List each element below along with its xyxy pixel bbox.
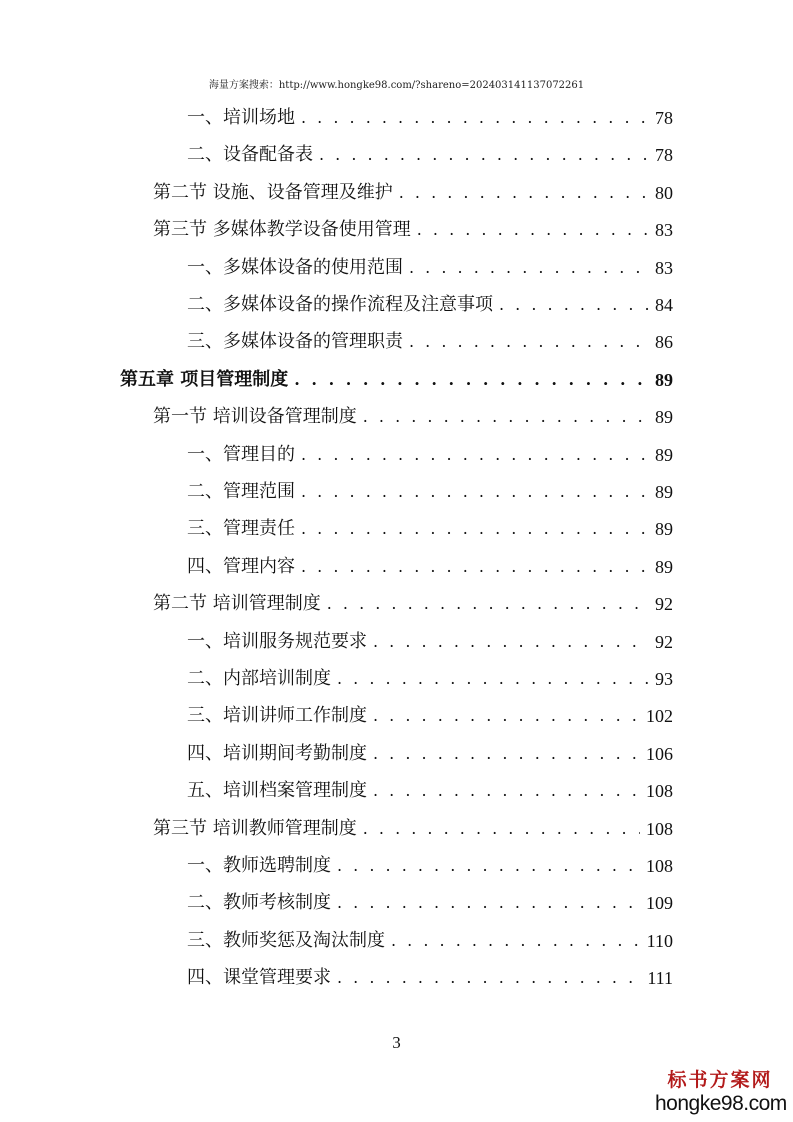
toc-entry-title: 第五章 项目管理制度 [120, 368, 289, 390]
toc-entry-chapter[interactable] [120, 362, 673, 398]
toc-leader-dots [337, 885, 640, 921]
toc-entry[interactable] [187, 773, 673, 809]
toc-entry-title: 一、管理目的 [187, 443, 295, 465]
toc-leader-dots [409, 250, 649, 286]
toc-entry-title: 二、设备配备表 [187, 144, 313, 166]
toc-entry-page: 78 [655, 108, 673, 128]
toc-leader-dots [373, 736, 640, 772]
toc-entry-page: 108 [646, 781, 673, 802]
toc-entry[interactable] [187, 549, 673, 585]
toc-entry[interactable] [187, 287, 673, 323]
toc-entry[interactable] [187, 100, 673, 136]
toc-entry[interactable] [187, 624, 673, 660]
header-url: 海量方案搜索：http://www.hongke98.com/?shareno=202403141137072261 [208, 80, 585, 91]
toc-entry[interactable] [187, 923, 673, 959]
toc-entry-page: 89 [655, 444, 673, 465]
toc-entry-page: 108 [646, 856, 673, 876]
toc-entry-page: 92 [655, 594, 673, 615]
toc-entry[interactable] [187, 474, 673, 510]
toc-entry[interactable] [187, 511, 673, 547]
toc-entry-page: 93 [655, 669, 673, 689]
toc-entry-page: 89 [655, 482, 673, 502]
toc-entry-page: 108 [646, 818, 673, 839]
toc-entry[interactable] [187, 437, 673, 473]
toc-leader-dots [373, 624, 649, 660]
toc-entry-page: 102 [646, 706, 673, 727]
page-number: 3 [392, 1033, 401, 1052]
toc-entry[interactable] [187, 661, 673, 697]
toc-entry-title: 二、管理范围 [187, 481, 295, 502]
toc-entry-page: 84 [655, 295, 673, 315]
toc-entry-title: 第三节 多媒体教学设备使用管理 [153, 219, 411, 241]
toc-leader-dots [363, 399, 649, 435]
toc-entry-page: 80 [655, 182, 673, 203]
toc-entry[interactable] [187, 736, 673, 772]
toc-entry-title: 三、教师奖惩及淘汰制度 [187, 929, 385, 951]
toc-entry-title: 一、多媒体设备的使用范围 [187, 256, 403, 278]
toc-entry-page: 89 [655, 556, 673, 577]
toc-leader-dots [409, 324, 649, 360]
toc-entry-page: 106 [646, 743, 673, 764]
toc-entry[interactable] [187, 250, 673, 286]
toc-leader-dots [294, 362, 649, 398]
toc-entry-title: 三、多媒体设备的管理职责 [187, 331, 403, 353]
toc-entry-page: 89 [655, 407, 673, 428]
toc-entry-title: 第三节 培训教师管理制度 [153, 817, 357, 839]
brand-watermark-en: hongke98.com [655, 1092, 787, 1115]
toc-entry[interactable] [187, 960, 673, 996]
toc-entry-title: 二、教师考核制度 [187, 892, 331, 914]
toc-entry[interactable] [153, 586, 673, 622]
toc-leader-dots [337, 661, 649, 697]
toc-entry[interactable] [187, 137, 673, 173]
toc-leader-dots [301, 474, 649, 510]
brand-watermark [655, 1068, 785, 1116]
toc-leader-dots [319, 137, 649, 173]
toc-entry-title: 二、多媒体设备的操作流程及注意事项 [187, 294, 493, 315]
brand-watermark-cn: 标书方案网 [667, 1069, 773, 1091]
toc-leader-dots [301, 437, 649, 473]
toc-entry[interactable] [153, 811, 673, 847]
toc-entry-page: 83 [655, 257, 673, 278]
toc-entry-page: 92 [655, 631, 673, 652]
toc-leader-dots [337, 960, 641, 996]
toc-leader-dots [337, 848, 640, 884]
toc-leader-dots [373, 773, 640, 809]
toc-entry[interactable] [153, 399, 673, 435]
toc-entry-page: 86 [655, 332, 673, 353]
toc-entry-page: 83 [655, 220, 673, 241]
toc-leader-dots [301, 549, 649, 585]
toc-entry[interactable] [187, 698, 673, 734]
toc-leader-dots [327, 586, 649, 622]
toc-entry-title: 四、课堂管理要求 [187, 967, 331, 989]
toc-leader-dots [499, 287, 649, 323]
toc-entry-title: 三、管理责任 [187, 518, 295, 540]
toc-leader-dots [391, 923, 641, 959]
toc-leader-dots [301, 100, 649, 136]
toc-entry-title: 四、管理内容 [187, 555, 295, 577]
toc-leader-dots [399, 175, 649, 211]
toc-entry[interactable] [187, 885, 673, 921]
toc-leader-dots [417, 212, 649, 248]
toc-leader-dots [373, 698, 640, 734]
toc-entry-page: 78 [655, 145, 673, 166]
toc-entry[interactable] [153, 212, 673, 248]
toc-entry-page: 111 [647, 968, 673, 989]
toc-entry-page: 110 [646, 930, 673, 951]
toc-entry-title: 二、内部培训制度 [187, 668, 331, 689]
toc-entry-title: 五、培训档案管理制度 [187, 780, 367, 802]
toc-leader-dots [363, 811, 640, 847]
toc-entry-title: 一、教师选聘制度 [187, 855, 331, 876]
toc-entry-title: 三、培训讲师工作制度 [187, 705, 367, 727]
toc-entry-title: 第二节 设施、设备管理及维护 [153, 181, 393, 203]
toc-entry-title: 四、培训期间考勤制度 [187, 742, 367, 764]
toc-entry[interactable] [187, 324, 673, 360]
toc-entry-title: 第一节 培训设备管理制度 [153, 406, 357, 428]
toc-entry[interactable] [153, 175, 673, 211]
toc-entry-page: 89 [655, 519, 673, 540]
toc-entry-title: 第二节 培训管理制度 [153, 593, 321, 615]
toc-entry-title: 一、培训场地 [187, 107, 295, 128]
toc-entry[interactable] [187, 848, 673, 884]
toc-entry-page: 89 [655, 369, 673, 390]
toc-entry-title: 一、培训服务规范要求 [187, 630, 367, 652]
toc-leader-dots [301, 511, 649, 547]
toc-entry-page: 109 [646, 893, 673, 914]
